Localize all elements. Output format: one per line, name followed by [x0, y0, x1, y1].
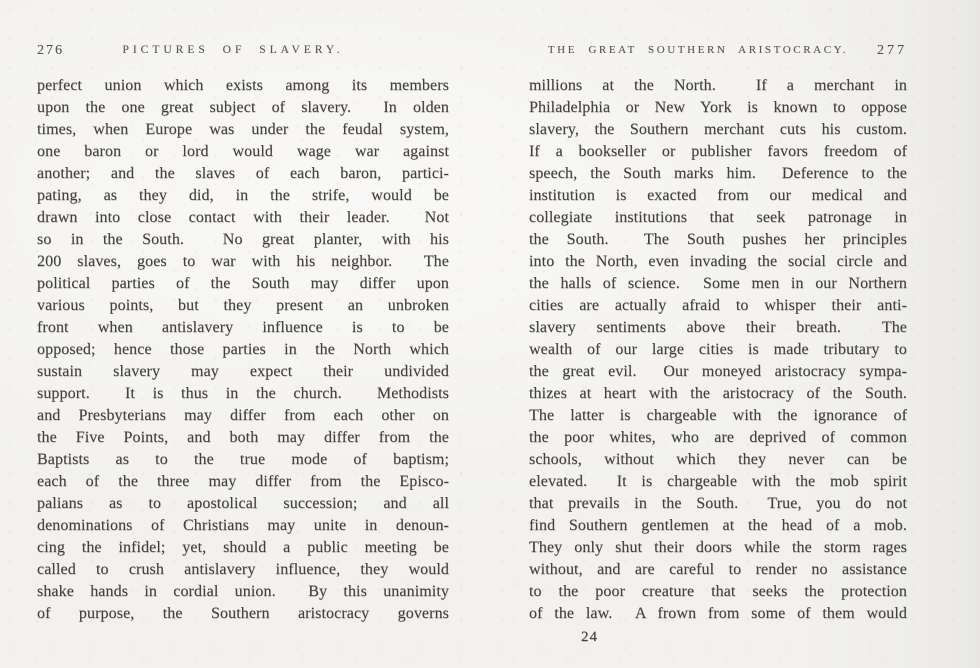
- text-line: without, and are careful to render no assistance: [529, 561, 907, 578]
- right-page-number: 277: [877, 43, 907, 58]
- text-line: drawn into close contact with their leader. Not: [37, 209, 449, 226]
- text-line: Philadelphia or New York is known to oppose: [529, 99, 907, 116]
- text-line: millions at the North. If a merchant in: [529, 77, 907, 94]
- left-running-header: [37, 42, 449, 59]
- text-line: one baron or lord would wage war against: [37, 143, 449, 160]
- text-line: schools, without which they never can be: [529, 451, 907, 468]
- text-line: the halls of science. Some men in our Northern: [529, 275, 907, 292]
- text-line: that prevails in the South. True, you do not: [529, 495, 907, 512]
- text-line: The latter is chargeable with the ignorance of: [529, 407, 907, 424]
- text-line: of purpose, the Southern aristocracy governs: [37, 605, 449, 622]
- text-line: collegiate institutions that seek patronage in: [529, 209, 907, 226]
- text-line: find Southern gentlemen at the head of a mob.: [529, 517, 907, 534]
- text-line: thizes at heart with the aristocracy of the South.: [529, 385, 907, 402]
- text-line: each of the three may differ from the Episco-: [37, 473, 449, 490]
- text-line: sustain slavery may expect their undivided: [37, 363, 449, 380]
- text-line: front when antislavery influence is to be: [37, 319, 449, 336]
- text-line: times, when Europe was under the feudal system,: [37, 121, 449, 138]
- right-running-header: [529, 42, 907, 59]
- text-line: into the North, even invading the social circle and: [529, 253, 907, 270]
- text-line: to the poor creature that seeks the protection: [529, 583, 907, 600]
- text-line: another; and the slaves of each baron, partici-: [37, 165, 449, 182]
- text-line: the South. The South pushes her principles: [529, 231, 907, 248]
- text-line: the Five Points, and both may differ from the: [37, 429, 449, 446]
- text-line: the great evil. Our moneyed aristocracy sympa-: [529, 363, 907, 380]
- text-line: institution is exacted from our medical and: [529, 187, 907, 204]
- text-line: Baptists as to the true mode of baptism;: [37, 451, 449, 468]
- left-running-title: PICTURES OF SLAVERY.: [122, 44, 344, 56]
- left-page-text: [37, 75, 449, 625]
- text-line: called to crush antislavery influence, they would: [37, 561, 449, 578]
- text-line: shake hands in cordial union. By this unanimity: [37, 583, 449, 600]
- text-line: perfect union which exists among its members: [37, 77, 449, 94]
- text-line: If a bookseller or publisher favors freedom of: [529, 143, 907, 160]
- text-line: of the law. A frown from some of them would: [529, 605, 907, 622]
- text-line: speech, the South marks him. Deference to the: [529, 165, 907, 182]
- text-line: They only shut their doors while the storm rages: [529, 539, 907, 556]
- text-line: cing the infidel; yet, should a public meeting be: [37, 539, 449, 556]
- text-line: political parties of the South may differ upon: [37, 275, 449, 292]
- text-line: the poor whites, who are deprived of common: [529, 429, 907, 446]
- left-page-number: 276: [37, 43, 64, 58]
- signature-mark: 24: [581, 629, 598, 645]
- left-page: [37, 42, 449, 625]
- text-line: various points, but they present an unbroken: [37, 297, 449, 314]
- text-line: pating, as they did, in the strife, would be: [37, 187, 449, 204]
- right-running-title: THE GREAT SOUTHERN ARISTOCRACY.: [547, 44, 849, 56]
- text-line: so in the South. No great planter, with his: [37, 231, 449, 248]
- text-line: wealth of our large cities is made tributary to: [529, 341, 907, 358]
- text-line: palians as to apostolical succession; and all: [37, 495, 449, 512]
- text-line: denominations of Christians may unite in denoun-: [37, 517, 449, 534]
- right-page-text: [529, 75, 907, 625]
- text-line: elevated. It is chargeable with the mob spirit: [529, 473, 907, 490]
- text-line: slavery sentiments above their breath. The: [529, 319, 907, 336]
- right-page: [529, 42, 907, 648]
- text-line: support. It is thus in the church. Methodists: [37, 385, 449, 402]
- text-line: upon the one great subject of slavery. In olden: [37, 99, 449, 116]
- text-line: slavery, the Southern merchant cuts his custom.: [529, 121, 907, 138]
- text-line: and Presbyterians may differ from each other on: [37, 407, 449, 424]
- text-line: 200 slaves, goes to war with his neighbor. The: [37, 253, 449, 270]
- text-line: opposed; hence those parties in the North which: [37, 341, 449, 358]
- text-line: cities are actually afraid to whisper their anti-: [529, 297, 907, 314]
